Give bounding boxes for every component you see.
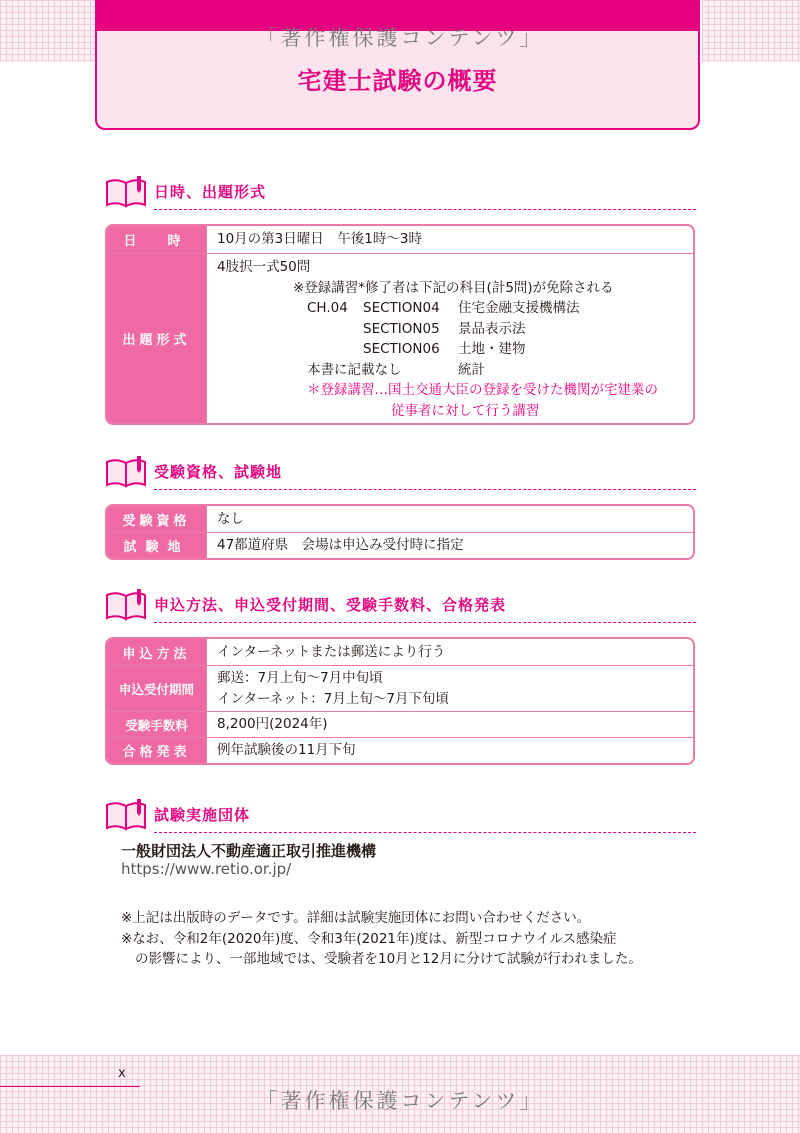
subject-text: 統計	[458, 361, 485, 378]
exempt-row	[217, 319, 683, 340]
exempt-row	[217, 360, 683, 381]
format-label: 出題形式	[107, 254, 207, 423]
section-divider	[154, 489, 696, 490]
book-icon	[104, 797, 150, 831]
note-line: ＊登録講習…国土交通大臣の登録を受けた機関が宅建業の	[307, 382, 658, 398]
organization-url[interactable]: https://www.retio.or.jp/	[121, 860, 292, 878]
note-line: の影響により、一部地域では、受験者を10月と12月に分けて試験が行われました。	[135, 951, 642, 967]
date-value: 10月の第3日曜日 午後1時〜3時	[217, 231, 422, 247]
exempt-row	[217, 298, 683, 319]
fee-label: 受験手数料	[107, 712, 207, 737]
watermark-bottom: 「著作権保護コンテンツ」	[256, 1089, 544, 1113]
qualification-table	[105, 504, 695, 560]
format-line: 4肢択一式50問	[217, 259, 311, 275]
subject-text: 住宅金融支援機構法	[458, 300, 580, 316]
note-line: ※上記は出版時のデータです。詳細は試験実施団体にお問い合わせください。	[121, 910, 591, 926]
place-value: 47都道府県 会場は申込み受付時に指定	[217, 537, 464, 553]
book-icon	[104, 454, 150, 488]
schedule-table	[105, 224, 695, 425]
place-label: 試験地	[107, 533, 207, 558]
subject-text: 土地・建物	[458, 341, 526, 357]
subject-text: 景品表示法	[458, 320, 526, 337]
section-title: 受験資格、試験地	[154, 463, 283, 481]
page-title: 宅建士試験の概要	[297, 67, 498, 95]
section-divider	[154, 209, 696, 210]
section-text: SECTION05	[363, 320, 440, 337]
qualification-label: 受験資格	[107, 506, 207, 532]
table-row	[107, 532, 693, 558]
format-value	[207, 254, 693, 423]
section-title: 申込方法、申込受付期間、受験手数料、合格発表	[154, 596, 507, 614]
period-label: 申込受付期間	[107, 666, 207, 711]
table-row	[107, 639, 693, 665]
result-value: 例年試験後の11月下旬	[217, 742, 356, 758]
period-internet: インターネット：7月上旬〜7月下旬頃	[217, 690, 449, 707]
application-table	[105, 637, 695, 765]
page-number: x	[118, 1066, 126, 1081]
table-row	[107, 506, 693, 532]
section-text: SECTION04	[363, 300, 440, 316]
section-heading-schedule	[104, 172, 696, 210]
not-in-book-text: 本書に記載なし	[307, 361, 402, 378]
title-box	[95, 0, 700, 130]
section-title: 試験実施団体	[154, 806, 251, 824]
table-row	[107, 665, 693, 711]
exemption-line: ※登録講習*修了者は下記の科目(計5問)が免除される	[293, 279, 614, 296]
section-divider	[154, 832, 696, 833]
section-heading-application	[104, 585, 696, 623]
table-row	[107, 711, 693, 737]
book-icon	[104, 587, 150, 621]
date-label: 日 時	[107, 226, 207, 253]
table-row	[107, 226, 693, 253]
organization-name: 一般財団法人不動産適正取引推進機構	[121, 842, 377, 860]
qualification-value: なし	[217, 511, 244, 527]
table-row	[107, 737, 693, 763]
period-mail: 郵送：7月上旬〜7月中旬頃	[217, 670, 383, 686]
result-label: 合格発表	[107, 738, 207, 763]
chapter-text: CH.04	[307, 300, 348, 316]
notes	[121, 908, 642, 970]
section-heading-qualification	[104, 452, 696, 490]
exempt-row	[217, 339, 683, 360]
note-line: ※なお、令和2年(2020年)度、令和3年(2021年)度は、新型コロナウイルス感染症	[121, 930, 617, 947]
book-icon	[104, 174, 150, 208]
watermark-top: 「著作権保護コンテンツ」	[256, 26, 544, 50]
method-value: インターネットまたは郵送により行う	[217, 644, 446, 660]
table-row	[107, 253, 693, 423]
method-label: 申込方法	[107, 639, 207, 665]
section-text: SECTION06	[363, 341, 440, 357]
period-value	[207, 666, 693, 711]
note-line: 従事者に対して行う講習	[391, 402, 540, 419]
section-title: 日時、出題形式	[154, 183, 267, 201]
section-divider	[154, 622, 696, 623]
section-heading-organization	[104, 795, 696, 833]
fee-value: 8,200円(2024年)	[217, 716, 328, 732]
